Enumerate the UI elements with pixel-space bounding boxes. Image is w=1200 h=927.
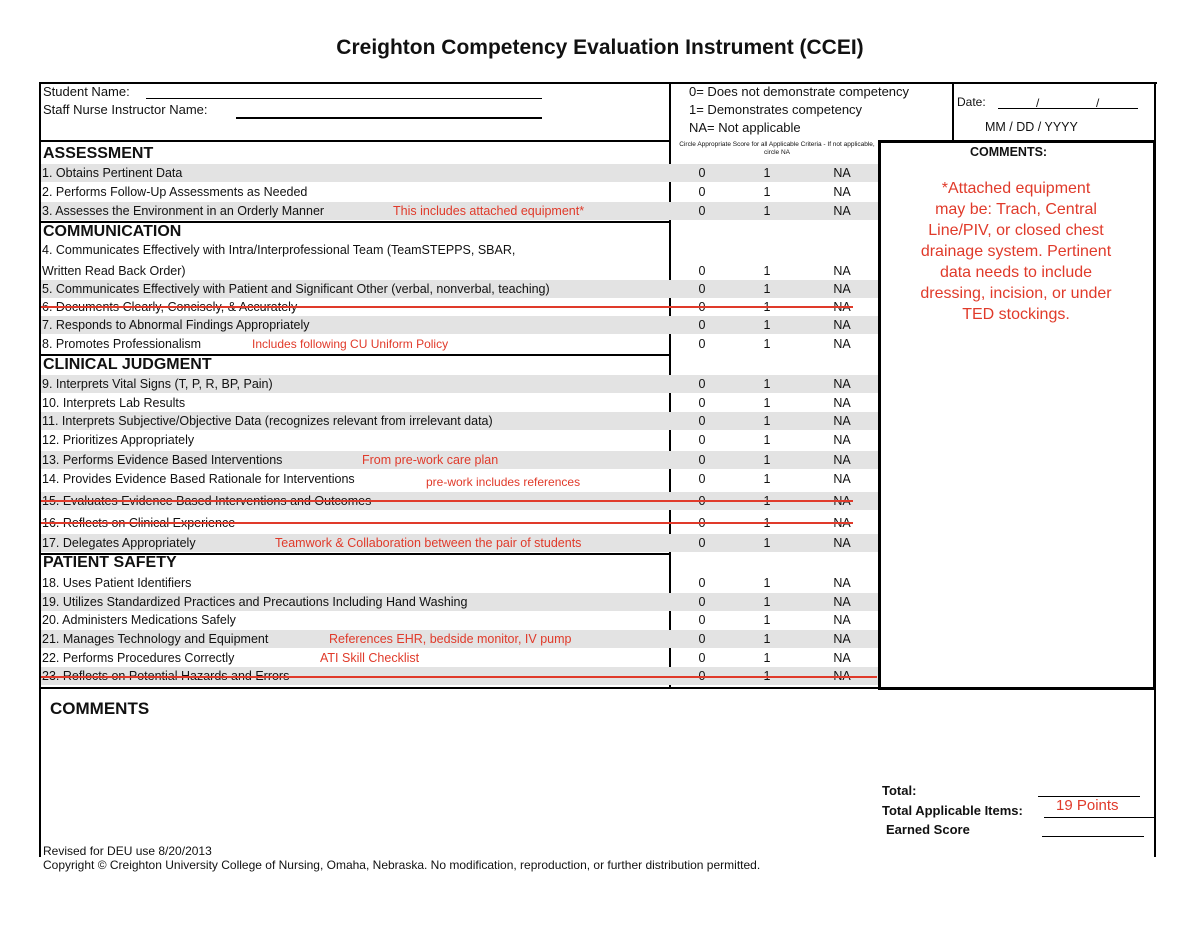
form-top-border (39, 82, 1157, 84)
comment-note-line: *Attached equipment (941, 180, 1091, 197)
score-1[interactable]: 1 (763, 377, 771, 391)
comment-note-line: may be: Trach, Central (935, 201, 1097, 218)
applicable-items-field[interactable] (1044, 817, 1156, 818)
score-1[interactable]: 1 (763, 669, 771, 683)
criterion-label: 21. Manages Technology and Equipment (42, 632, 269, 646)
criterion-row (41, 202, 878, 220)
student-name-field[interactable] (146, 98, 542, 99)
date-box-border (952, 82, 954, 140)
criterion-label: 2. Performs Follow-Up Assessments as Needed (42, 185, 308, 199)
criterion-row (41, 280, 878, 298)
instructor-label: Staff Nurse Instructor Name: (43, 102, 208, 117)
score-1[interactable]: 1 (763, 516, 771, 530)
score-na[interactable]: NA (833, 318, 851, 332)
score-0[interactable]: 0 (698, 337, 706, 351)
score-1[interactable]: 1 (763, 576, 771, 590)
score-0[interactable]: 0 (698, 185, 706, 199)
score-0[interactable]: 0 (698, 613, 706, 627)
score-1[interactable]: 1 (763, 632, 771, 646)
criterion-row (41, 316, 878, 334)
date-slash: / (1036, 96, 1040, 110)
score-0[interactable]: 0 (698, 377, 706, 391)
legend-1: 1= Demonstrates competency (689, 102, 863, 117)
criterion-row (41, 574, 878, 592)
score-0[interactable]: 0 (698, 576, 706, 590)
score-1[interactable]: 1 (763, 414, 771, 428)
criterion-label: 7. Responds to Abnormal Findings Appropriately (42, 318, 310, 332)
date-field[interactable] (998, 108, 1138, 109)
score-na[interactable]: NA (833, 494, 851, 508)
instructor-name-field[interactable] (236, 117, 542, 119)
criterion-annotation: This includes attached equipment* (393, 204, 585, 218)
criterion-row (41, 630, 878, 648)
score-na[interactable]: NA (833, 536, 851, 550)
comment-note (882, 178, 1150, 325)
applicable-items-label: Total Applicable Items: (882, 803, 1023, 818)
score-1[interactable]: 1 (763, 453, 771, 467)
score-1[interactable]: 1 (763, 204, 771, 218)
criterion-row (41, 431, 878, 449)
score-1[interactable]: 1 (763, 318, 771, 332)
score-na[interactable]: NA (833, 377, 851, 391)
criterion-row (41, 262, 878, 280)
comments-header: COMMENTS: (970, 145, 1048, 159)
score-1[interactable]: 1 (763, 433, 771, 447)
criterion-row (41, 649, 878, 667)
criterion-row (41, 593, 878, 611)
criterion-annotation: pre-work includes references (426, 475, 581, 489)
score-1[interactable]: 1 (763, 613, 771, 627)
score-na[interactable]: NA (833, 516, 851, 530)
strike-through (41, 522, 853, 524)
criterion-row (41, 470, 878, 488)
score-na[interactable]: NA (833, 669, 851, 683)
strike-through (41, 500, 853, 502)
criterion-row (41, 375, 878, 393)
criterion-label: 14. Provides Evidence Based Rationale for Interventions (42, 472, 355, 486)
score-1[interactable]: 1 (763, 282, 771, 296)
score-1[interactable]: 1 (763, 472, 771, 486)
criterion-row (41, 451, 878, 469)
revision-note: Revised for DEU use 8/20/2013 (43, 844, 212, 858)
score-0[interactable]: 0 (698, 264, 706, 278)
score-1[interactable]: 1 (763, 300, 771, 314)
criterion-label: 1. Obtains Pertinent Data (42, 166, 183, 180)
date-label: Date: (957, 95, 986, 109)
earned-score-field[interactable] (1042, 836, 1144, 837)
criterion-annotation: Includes following CU Uniform Policy (252, 337, 449, 351)
section-clinical-judgment: CLINICAL JUDGMENT (43, 356, 212, 373)
criterion-label: 6. Documents Clearly, Concisely, & Accurately (42, 300, 298, 314)
score-0[interactable]: 0 (698, 300, 706, 314)
criterion-label: 22. Performs Procedures Correctly (42, 651, 235, 665)
comment-note-line: Line/PIV, or closed chest (928, 222, 1104, 239)
score-0[interactable]: 0 (698, 204, 706, 218)
criterion-annotation: ATI Skill Checklist (320, 651, 420, 665)
criterion-row (41, 241, 878, 259)
criterion-label: 8. Promotes Professionalism (42, 337, 202, 351)
criterion-label: 23. Reflects on Potential Hazards and Errors (42, 669, 290, 683)
legend-0: 0= Does not demonstrate competency (689, 84, 910, 99)
criterion-label: 16. Reflects on Clinical Experience (42, 516, 236, 530)
section-communication: COMMUNICATION (43, 223, 182, 240)
score-0[interactable]: 0 (698, 536, 706, 550)
criterion-annotation: Teamwork & Collaboration between the pair of students (275, 536, 582, 550)
page-title: Creighton Competency Evaluation Instrument (CCEI) (336, 36, 864, 59)
criterion-label: Written Read Back Order) (42, 264, 186, 278)
criterion-row (41, 412, 878, 430)
score-na[interactable]: NA (833, 396, 851, 410)
score-1[interactable]: 1 (763, 337, 771, 351)
score-na[interactable]: NA (833, 264, 851, 278)
comment-note-line: drainage system. Pertinent (920, 243, 1112, 260)
score-0[interactable]: 0 (698, 453, 706, 467)
score-na[interactable]: NA (833, 433, 851, 447)
score-0[interactable]: 0 (698, 494, 706, 508)
criterion-label: 17. Delegates Appropriately (42, 536, 196, 550)
table-bottom-border (39, 687, 880, 689)
section-patient-safety: PATIENT SAFETY (43, 554, 177, 571)
criterion-row (41, 394, 878, 412)
score-na[interactable]: NA (833, 453, 851, 467)
criterion-label: 10. Interprets Lab Results (42, 396, 186, 410)
score-1[interactable]: 1 (763, 651, 771, 665)
score-0[interactable]: 0 (698, 414, 706, 428)
criterion-label: 19. Utilizes Standardized Practices and Precautions Including Hand Washing (42, 595, 468, 609)
score-na[interactable]: NA (833, 185, 851, 199)
legend-na: NA= Not applicable (689, 120, 801, 135)
score-0[interactable]: 0 (698, 472, 706, 486)
criterion-label: 18. Uses Patient Identifiers (42, 576, 192, 590)
criterion-label: 20. Administers Medications Safely (42, 613, 236, 627)
score-na[interactable]: NA (833, 414, 851, 428)
circle-instruction: Circle Appropriate Score for all Applicable Criteria - If not applicable, circle NA (679, 141, 875, 156)
comment-note-line: TED stockings. (962, 306, 1070, 323)
score-na[interactable]: NA (833, 204, 851, 218)
criterion-label: 4. Communicates Effectively with Intra/Interprofessional Team (TeamSTEPPS, SBAR, (42, 243, 516, 257)
criterion-row (41, 611, 878, 629)
criterion-row (41, 164, 878, 182)
criterion-row (41, 335, 878, 353)
score-na[interactable]: NA (833, 651, 851, 665)
section-assessment: ASSESSMENT (43, 145, 154, 162)
score-0[interactable]: 0 (698, 651, 706, 665)
score-na[interactable]: NA (833, 166, 851, 180)
score-na[interactable]: NA (833, 337, 851, 351)
date-slash: / (1096, 96, 1100, 110)
score-na[interactable]: NA (833, 613, 851, 627)
score-na[interactable]: NA (833, 300, 851, 314)
score-na[interactable]: NA (833, 472, 851, 486)
applicable-items-value: 19 Points (1056, 797, 1119, 814)
score-0[interactable]: 0 (698, 433, 706, 447)
criterion-label: 15. Evaluates Evidence Based Interventions and Outcomes (42, 494, 372, 508)
score-na[interactable]: NA (833, 576, 851, 590)
score-0[interactable]: 0 (698, 595, 706, 609)
criterion-row (41, 183, 878, 201)
score-1[interactable]: 1 (763, 494, 771, 508)
score-na[interactable]: NA (833, 282, 851, 296)
score-na[interactable]: NA (833, 632, 851, 646)
date-format: MM / DD / YYYY (985, 120, 1078, 134)
criterion-label: 12. Prioritizes Appropriately (42, 433, 195, 447)
total-label: Total: (882, 783, 917, 798)
score-1[interactable]: 1 (763, 166, 771, 180)
student-name-label: Student Name: (43, 84, 130, 99)
score-0[interactable]: 0 (698, 516, 706, 530)
criterion-label: 5. Communicates Effectively with Patient and Significant Other (verbal, nonverbal, teaching) (42, 282, 550, 296)
strike-through (41, 676, 877, 678)
score-0[interactable]: 0 (698, 282, 706, 296)
score-0[interactable]: 0 (698, 632, 706, 646)
comment-note-line: data needs to include (939, 264, 1093, 281)
earned-score-label: Earned Score (886, 822, 970, 837)
strike-through (41, 306, 853, 308)
criterion-label: 3. Assesses the Environment in an Orderly Manner (42, 204, 325, 218)
score-1[interactable]: 1 (763, 185, 771, 199)
criterion-row (41, 534, 878, 552)
score-na[interactable]: NA (833, 595, 851, 609)
criterion-annotation: From pre-work care plan (362, 453, 499, 467)
score-0[interactable]: 0 (698, 396, 706, 410)
criterion-annotation: References EHR, bedside monitor, IV pump (329, 632, 572, 646)
criterion-label: 9. Interprets Vital Signs (T, P, R, BP, Pain) (42, 377, 273, 391)
criterion-label: 13. Performs Evidence Based Interventions (42, 453, 283, 467)
comments-section-label: COMMENTS (50, 699, 150, 718)
score-1[interactable]: 1 (763, 595, 771, 609)
score-1[interactable]: 1 (763, 396, 771, 410)
criterion-label: 11. Interprets Subjective/Objective Data (recognizes relevant from irrelevant data) (42, 414, 493, 428)
score-0[interactable]: 0 (698, 669, 706, 683)
comment-note-line: dressing, incision, or under (920, 285, 1112, 302)
score-0[interactable]: 0 (698, 166, 706, 180)
header-divider (39, 140, 669, 142)
score-0[interactable]: 0 (698, 318, 706, 332)
score-1[interactable]: 1 (763, 536, 771, 550)
score-1[interactable]: 1 (763, 264, 771, 278)
copyright-notice: Copyright © Creighton University College of Nursing, Omaha, Nebraska. No modification, reproduction, or further distribution permitted. (43, 858, 761, 872)
